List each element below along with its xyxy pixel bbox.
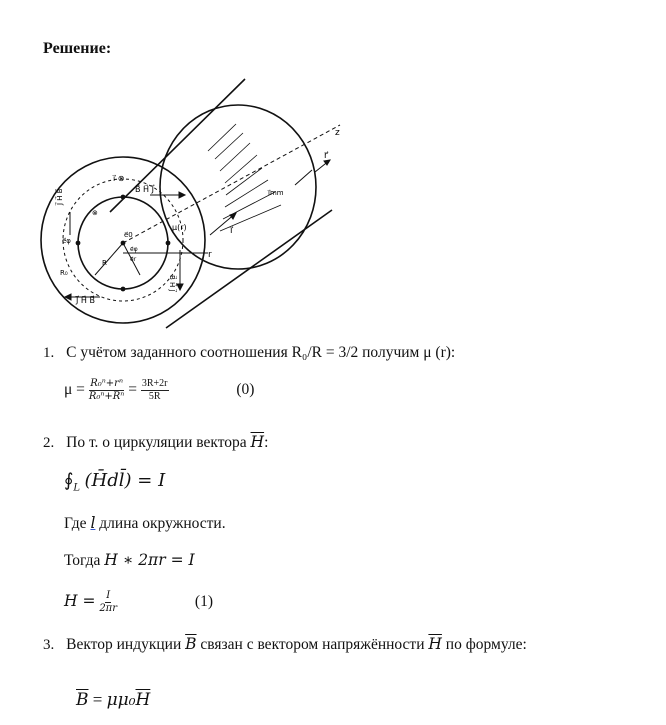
label-r-vec: r⃗ — [324, 151, 328, 161]
h-fraction-den: 2πr — [99, 603, 118, 614]
where-text: Где — [64, 515, 91, 532]
label-i-top: i⃗ ⊗ — [113, 174, 125, 183]
label-bhj-right: B⃗ H⃗ J⃗ — [168, 275, 176, 292]
h-fraction-num: I — [106, 590, 111, 601]
label-e-phi2: e⃗φ — [130, 246, 138, 253]
then-math: H ∗ 2πr = I — [104, 551, 195, 569]
list-item-2 — [43, 433, 268, 452]
fraction-2-num: 3R+2r — [141, 378, 168, 389]
solution-heading: Решение: — [43, 40, 112, 57]
cylinder-diagram — [40, 75, 360, 330]
label-e-phi: e⃗φ — [62, 237, 71, 245]
label-z: z — [335, 128, 340, 138]
equation-tag-0: (0) — [236, 381, 255, 399]
where-line — [64, 514, 226, 533]
formula-b — [76, 690, 150, 710]
vector-b: $\overline{B}$ — [185, 635, 197, 653]
item-text-end: по формуле: — [441, 636, 527, 653]
h-lhs: H = — [64, 592, 96, 611]
h-symbol: $\overline{H}$ — [135, 690, 151, 710]
label-r-axis: r — [208, 250, 212, 260]
circulation-body: (H̄dl̄) = I — [84, 470, 166, 491]
list-item-1 — [43, 344, 455, 362]
label-jhb-bottom: J⃗ H⃗ B⃗ — [76, 296, 95, 305]
l-symbol: l — [90, 514, 96, 532]
where-text-end: длина окружности. — [95, 515, 226, 532]
label-bhj-top: B⃗ H⃗ J⃗ — [135, 185, 154, 194]
list-item-3 — [43, 635, 527, 654]
formula-eq: = — [128, 381, 137, 399]
contour-subscript: L — [73, 482, 81, 494]
vector-h: $\overline{H}$ — [250, 433, 265, 451]
label-R: R — [102, 259, 107, 267]
label-i-mm: i⃗mm — [268, 189, 284, 197]
contour-integral: ∮ — [64, 470, 74, 490]
label-i-dot: ⊗ — [92, 209, 98, 217]
then-text: Тогда — [64, 552, 105, 569]
item-text-mid: связан с вектором напряжённости — [196, 636, 429, 653]
fraction-1-den: R₀ⁿ+Rⁿ — [88, 391, 125, 402]
label-mu-r: μ(r) — [172, 223, 187, 232]
label-i-vec: i⃗ — [230, 226, 233, 236]
vector-h: $\overline{H}$ — [428, 635, 442, 653]
fraction-1-num: R₀ⁿ+rⁿ — [90, 378, 123, 389]
item-number: 1. — [43, 345, 55, 361]
cylinder-top-edge — [110, 79, 245, 212]
then-line — [64, 551, 195, 570]
b-symbol: $\overline{B}$ — [76, 690, 89, 710]
item-text: Вектор индукции — [66, 636, 186, 653]
item-number: 2. — [43, 435, 55, 451]
fraction-2-den: 5R — [148, 391, 161, 402]
label-e0: e⃗0 — [124, 231, 133, 239]
item-text-end: : — [264, 434, 269, 451]
equation-tag-1: (1) — [194, 593, 213, 611]
middle-outer-circle — [160, 105, 316, 269]
mu-mu0: μμ₀ — [106, 690, 136, 710]
item-text: По т. о циркуляции вектора — [66, 434, 251, 451]
item-text: С учётом заданного соотношения R₀/R = 3/2 получим μ (r): — [66, 344, 456, 361]
formula-mu: μ = — [64, 381, 85, 399]
fraction-1 — [89, 378, 125, 403]
fraction-2 — [141, 378, 169, 403]
b-eq: = — [88, 690, 107, 709]
label-R0: R₀ — [60, 269, 68, 277]
item-number: 3. — [43, 637, 55, 653]
formula-1 — [64, 590, 213, 615]
h-fraction — [99, 590, 117, 615]
label-e-r2: e⃗r — [130, 256, 137, 263]
label-jhb-left: J⃗ H⃗ B⃗ — [56, 188, 64, 205]
circulation-formula — [64, 470, 165, 494]
formula-0 — [64, 378, 254, 403]
